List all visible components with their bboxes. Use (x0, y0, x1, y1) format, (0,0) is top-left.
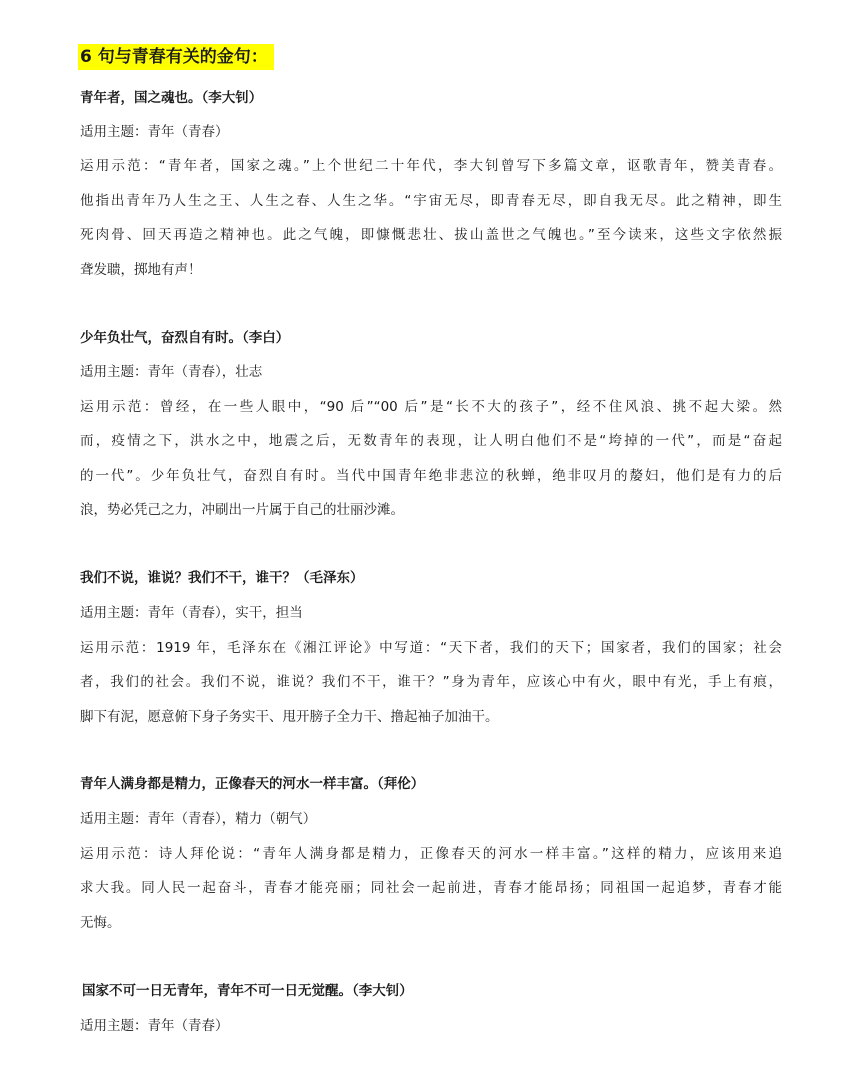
theme-line: 适用主题：青年（青春），精力（朝气） (80, 811, 317, 827)
example-line: 浪，势必凭己之力，冲刷出一片属于自己的壮丽沙滩。 (80, 502, 404, 518)
theme-line: 适用主题：青年（青春），实干，担当 (80, 605, 303, 621)
example-line: 他指出青年乃人生之王、人生之春、人生之华。“宇宙无尽，即青春无尽，即自我无尽。此之精神，即生 (80, 193, 782, 209)
example-line: 者，我们的社会。我们不说，谁说？我们不干，谁干？”身为青年，应该心中有火，眼中有光，手上有痕， (80, 674, 782, 690)
page-title: 6 句与青春有关的金句： (78, 44, 274, 70)
example-line: 死肉骨、回天再造之精神也。此之气魄，即慷慨悲壮、拔山盖世之气魄也。”至今读来，这些文字依然振 (80, 227, 782, 243)
example-line: 运用示范：诗人拜伦说：“青年人满身都是精力，正像春天的河水一样丰富。”这样的精力，应该用来追 (80, 846, 782, 862)
example-line: 求大我。同人民一起奋斗，青春才能亮丽；同社会一起前进，青春才能昂扬；同祖国一起追梦，青春才能 (80, 880, 782, 896)
theme-line: 适用主题：青年（青春） (80, 124, 229, 140)
example-line: 运用示范：曾经，在一些人眼中，“90 后”“00 后”是“长不大的孩子”，经不住风浪、挑不起大梁。然 (80, 399, 782, 415)
theme-line: 适用主题：青年（青春），壮志 (80, 364, 263, 380)
example-line: 运用示范：1919 年，毛泽东在《湘江评论》中写道：“天下者，我们的天下；国家者，我们的国家；社会 (80, 640, 782, 656)
example-line: 脚下有泥，愿意俯下身子务实干、甩开膀子全力干、撸起袖子加油干。 (80, 709, 499, 725)
quote-heading: 少年负壮气，奋烈自有时。（李白） (80, 330, 290, 346)
example-line: 而，疫情之下，洪水之中，地震之后，无数青年的表现，让人明白他们不是“垮掉的一代”，而是“奋起 (80, 433, 782, 449)
quote-heading: 国家不可一日无青年，青年不可一日无觉醒。（李大钊） (82, 983, 413, 999)
quote-heading: 青年人满身都是精力，正像春天的河水一样丰富。（拜伦） (80, 776, 425, 792)
theme-line: 适用主题：青年（青春） (80, 1018, 229, 1034)
example-line: 运用示范：“青年者，国家之魂。”上个世纪二十年代，李大钊曾写下多篇文章，讴歌青年，赞美青春。 (80, 158, 782, 174)
example-line: 聋发聩，掷地有声！ (80, 262, 202, 278)
example-line: 无悔。 (80, 915, 121, 931)
example-line: 的一代”。少年负壮气，奋烈自有时。当代中国青年绝非悲泣的秋蝉，绝非叹月的嫠妇，他们是有力的后 (80, 468, 782, 484)
quote-heading: 我们不说，谁说？我们不干，谁干？（毛泽东） (80, 570, 364, 586)
quote-heading: 青年者，国之魂也。（李大钊） (80, 90, 263, 106)
